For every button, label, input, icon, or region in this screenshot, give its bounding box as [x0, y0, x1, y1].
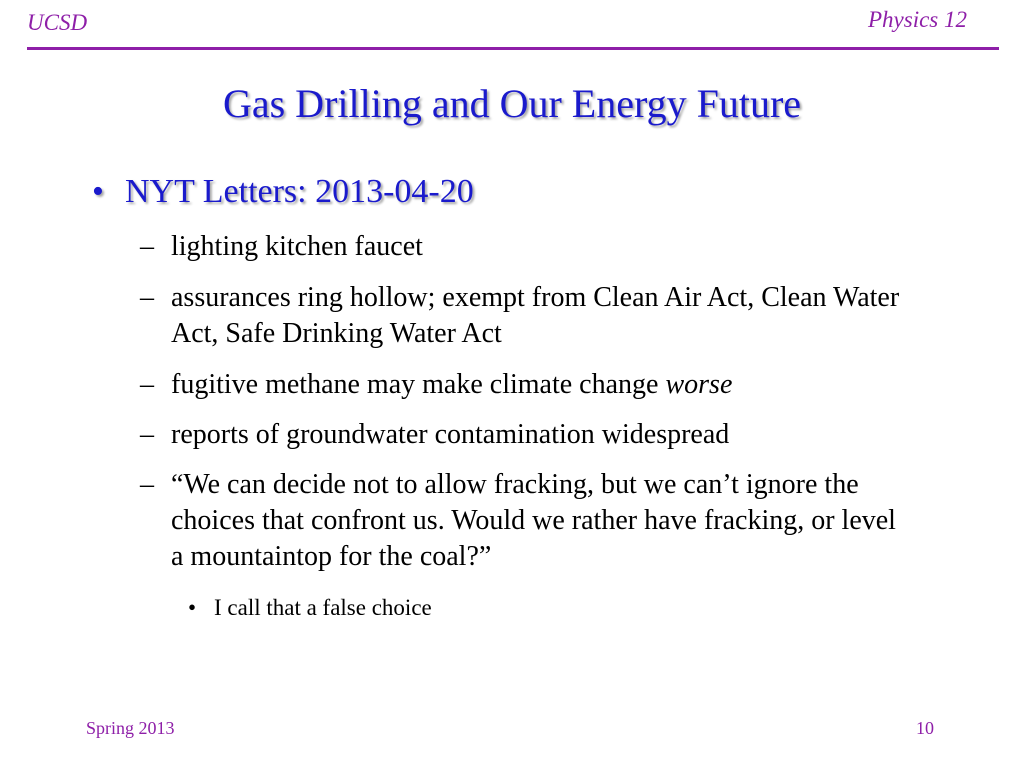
sub-bullet-text: assurances ring hollow; exempt from Clean Air Act, Clean Water Act, Safe Drinking Water Act — [171, 282, 900, 349]
sub-bullet-text: reports of groundwater contamination widespread — [171, 419, 730, 450]
dash-marker: – — [140, 231, 154, 262]
dash-marker: – — [140, 282, 154, 313]
header-divider — [27, 47, 999, 50]
main-bullet-text: NYT Letters: 2013-04-20 — [125, 173, 474, 210]
bullet-marker: • — [188, 595, 197, 620]
sub-bullet-text: lighting kitchen faucet — [171, 231, 423, 262]
course-name-label: Physics 12 — [867, 7, 967, 32]
sub-bullet-text: fugitive methane may make climate change — [171, 369, 666, 400]
bullet-marker: • — [92, 173, 104, 210]
third-level-bullet-text: I call that a false choice — [214, 595, 432, 620]
quote-text: “We can decide not to allow fracking, but we can’t ignore the choices that confront us. Would we rather have fracking, or level a mountaintop for the coal?” — [171, 469, 896, 572]
slide-title: Gas Drilling and Our Energy Future — [222, 81, 802, 126]
dash-marker: – — [140, 469, 154, 500]
footer-term: Spring 2013 — [86, 718, 175, 738]
slide-number: 10 — [916, 718, 934, 738]
sub-bullet-text-container — [171, 367, 931, 403]
emphasis-text: worse — [665, 369, 733, 400]
dash-marker: – — [140, 369, 154, 400]
course-institution-label: UCSD — [27, 10, 88, 35]
dash-marker: – — [140, 419, 154, 450]
